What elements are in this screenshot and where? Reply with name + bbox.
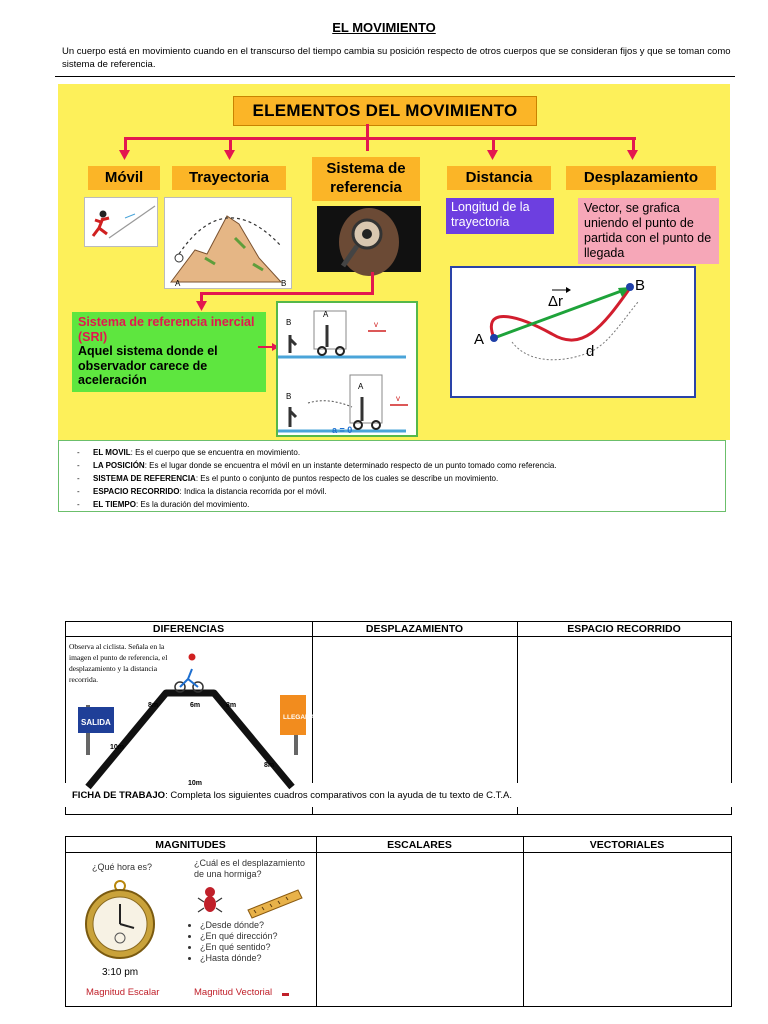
definitions-list [58,440,726,512]
ant-question: ¿Cuál es el desplazamiento de una hormiga? [194,858,306,879]
vector-mark [282,993,289,996]
cyclist-caption: Observa al ciclista. Señala en la imagen el punto de referencia, el desplazamiento y la distancia recorrida. [69,642,168,684]
trajectory-image [164,197,292,289]
magnifier-image [317,206,421,272]
frame2-label-a: A [358,382,364,391]
scalar-caption: Magnitud Escalar [86,987,160,998]
sri-definition: Aquel sistema donde el observador carece de aceleración [78,344,218,387]
vector-point-a: A [474,331,485,348]
sri-title: Sistema de referencia inercial (SRI) [78,315,255,344]
divider [55,76,735,77]
distancia-definition: Longitud de la trayectoria [446,198,554,234]
table2-header-magnitudes: MAGNITUDES [155,839,226,851]
list-item: • ¿Desde dónde? [200,920,278,931]
ant-and-ruler-icon [196,882,306,922]
time-question: ¿Qué hora es? [92,862,153,872]
list-item: - EL MOVIL: Es el cuerpo que se encuentra en movimiento. [77,446,725,459]
label-desplazamiento: Desplazamiento [566,166,716,190]
inertial-frame-image [276,301,418,437]
connector-sri-arrowhead [195,300,209,312]
distance-label: 6m [190,702,201,709]
frame1-label-b: B [286,318,292,327]
frame1-label-v: v [374,320,378,329]
table2-header-vectoriales: VECTORIALES [589,839,665,851]
list-item: - SISTEMA DE REFERENCIA: Es el punto o conjunto de puntos respecto de los cuales se describe un movimiento. [77,472,725,485]
divider [731,807,732,815]
frame1-label-a: A [323,310,329,319]
label-sistema-referencia: Sistema de referencia [312,157,420,201]
connector-trunk [366,124,369,138]
connector-bar [124,137,636,140]
diagram-title: ELEMENTOS DEL MOVIMIENTO [233,96,537,126]
distance-label: 8m [226,702,237,709]
desplazamiento-definition: Vector, se grafica uniendo el punto de partida con el punto de llegada [578,198,719,264]
divider [517,807,518,815]
salida-sign: SALIDA [81,718,111,727]
table1-header-desplazamiento: DESPLAZAMIENTO [365,623,464,635]
list-item: - EL TIEMPO: Es la duración del movimiento. [77,498,725,511]
table2-header-escalares: ESCALARES [387,839,452,851]
page-title: EL MOVIMIENTO [332,20,436,35]
distance-label: 10m [188,780,203,787]
vector-caption: Magnitud Vectorial [194,987,273,998]
displacement-vector-diagram [450,266,696,398]
list-item: - LA POSICIÓN: Es el lugar donde se encuentra el móvil en un instante determinado respecto de un punto tomado como referencia. [77,459,725,472]
runner-image [84,197,158,247]
frame2-label-v: v [396,394,400,403]
trajectory-point-b: B [281,279,287,288]
worksheet-instruction: FICHA DE TRABAJO: Completa los siguientes cuadros comparativos con la ayuda de tu texto de C.T.A. [72,790,513,801]
intro-paragraph: Un cuerpo está en movimiento cuando en el transcurso del tiempo cambia su posición respecto de otros cuerpos que se consideran fijos y que se toman como sistema de referencia. [62,46,731,70]
list-item: • ¿En qué dirección? [200,931,278,942]
vector-delta-r: Δr [548,293,564,310]
acceleration-zero-label: a = 0 [332,425,353,435]
llegada-sign: LLEGADA [283,714,315,721]
distance-label: 8m [148,702,159,709]
connector-sri-vertical [371,272,374,294]
label-distancia: Distancia [447,166,551,190]
distance-label: 8m [264,762,275,769]
distance-label: 10m [110,744,125,751]
cyclist-hill-image [66,637,315,787]
time-value: 3:10 pm [102,967,139,978]
divider [312,807,313,815]
pocket-watch-icon [82,876,162,966]
frame2-label-b: B [286,392,292,401]
vector-distance-d: d [586,343,595,360]
list-item: - ESPACIO RECORRIDO: Indica la distancia recorrida por el móvil. [77,485,725,498]
label-trayectoria: Trayectoria [172,166,286,190]
ant-questions-list [186,920,278,964]
table1-header-espacio: ESPACIO RECORRIDO [567,623,681,635]
trajectory-point-a: A [175,279,181,288]
label-movil: Móvil [88,166,160,190]
sri-definition-box [72,312,266,392]
connector-sri-horizontal [200,292,374,295]
table1-header-diferencias: DIFERENCIAS [152,623,225,635]
divider [65,814,732,815]
vector-point-b: B [635,277,646,294]
list-item: • ¿Hasta dónde? [200,953,278,964]
list-item: • ¿En qué sentido? [200,942,278,953]
